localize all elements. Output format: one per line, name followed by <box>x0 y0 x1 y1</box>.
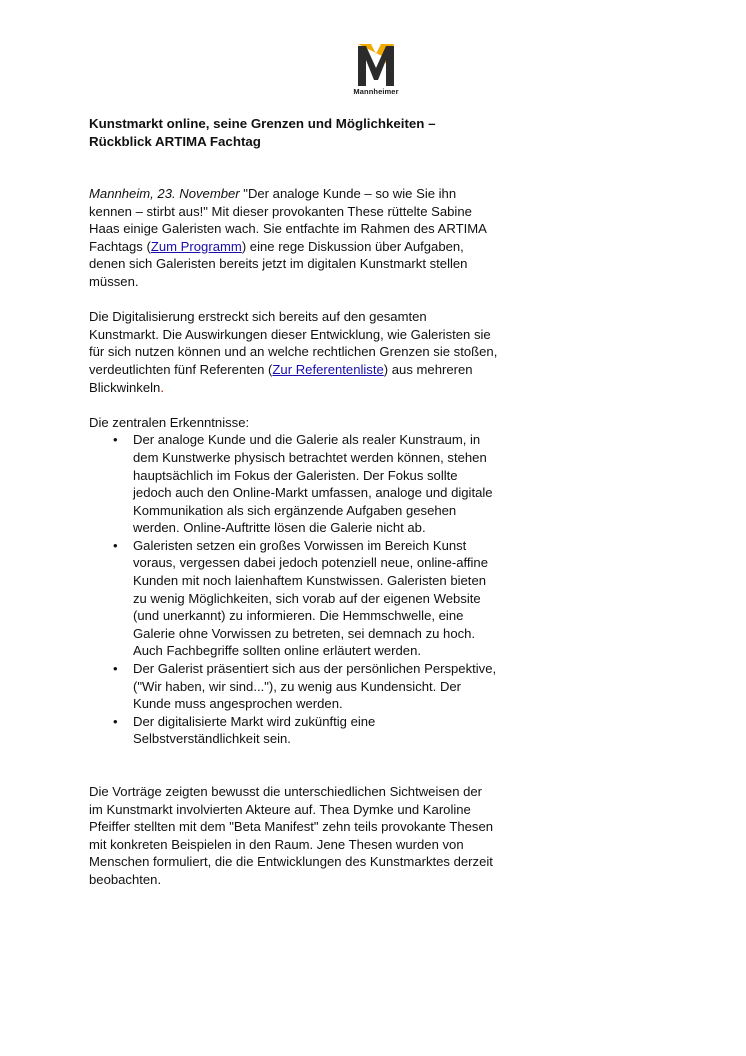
dateline: Mannheim, 23. November <box>89 186 240 201</box>
list-item <box>113 713 499 748</box>
list-item <box>113 660 499 713</box>
closing-paragraph: Die Vorträge zeigten bewusst die unterschiedlichen Sichtweisen der im Kunstmarkt involvierten Akteure auf. Thea Dymke und Karoline Pfeiffer stellten mit dem "Beta Manifest" zehn teils provokante Thesen mit konkreten Beispielen in den Raum. Jene Thesen wurden von Menschen formuliert, die die Entwicklungen des Kunstmarktes derzeit beobachten. <box>89 784 494 887</box>
list-item-text: Der Galerist präsentiert sich aus der persönlichen Perspektive, ("Wir haben, wir sind..."), zu wenig aus Kundensicht. Der Kunde muss angesprochen werden. <box>133 661 497 712</box>
program-link[interactable]: Zum Programm <box>150 238 242 254</box>
bullet-icon: • <box>113 537 118 553</box>
findings-list <box>89 431 499 748</box>
list-item-text: Der digitalisierte Markt wird zukünftig eine Selbstverständlichkeit sein. <box>133 713 376 747</box>
red-period: . <box>160 379 164 395</box>
intro-text-a: "Der analoge Kunde – so wie Sie ihn kennen – stirbt aus!" Mit dieser provokanten These rüttelte Sabine Haas einige Galeristen wach. Sie entfachte im Rahmen des ARTIMA Fachtags ( <box>89 186 487 254</box>
findings-heading: Die zentralen Erkenntnisse: <box>89 414 250 430</box>
intro-paragraph <box>89 185 499 291</box>
mannheimer-logo <box>348 42 404 104</box>
press-release-body <box>89 115 499 889</box>
bullet-icon: • <box>113 661 118 677</box>
bullet-icon: • <box>113 432 118 448</box>
speaker-list-link[interactable]: Zur Referentenliste <box>272 361 384 377</box>
intro-text-b: ) eine rege Diskussion über Aufgaben, denen sich Galeristen bereits jetzt im digitalen Kunstmarkt stellen müssen. <box>89 238 468 289</box>
list-item-text: Der analoge Kunde und die Galerie als realer Kunstraum, in dem Kunstwerke physisch betrachtet werden können, stehen hauptsächlich im Fokus der Galeristen. Der Fokus sollte jedoch auch den Online-Markt umfassen, analoge und digitale Kommunikation als sich ergänzende Aufgaben gesehen werden. Online-Auftritte lösen die Galerie nicht ab. <box>133 432 493 536</box>
list-item-text: Galeristen setzen ein großes Vorwissen im Bereich Kunst voraus, vergessen dabei jedoch potenziell neue, online-affine Kunden mit noch laienhaftem Kunstwissen. Galeristen bieten zu wenig Möglichkeiten, sich vorab auf der eigenen Website (und unerkannt) zu informieren. Die Hemmschwelle, eine Galerie ohne Vorwissen zu betreten, sei demnach zu hoch. Auch Fachbegriffe sollten online erläutert werden. <box>133 537 488 659</box>
digital-text-b: ) aus mehreren Blickwinkeln <box>89 361 473 395</box>
mannheimer-logo-mark <box>354 42 398 88</box>
logo-wordmark: Mannheimer <box>353 87 399 96</box>
digital-text-a: Die Digitalisierung erstreckt sich bereits auf den gesamten Kunstmarkt. Die Auswirkungen dieser Entwicklung, wie Galeristen sie für sich nutzen können und an welche rechtlichen Grenzen sie stoßen, verdeutlichten fünf Referenten ( <box>89 309 498 377</box>
digitalization-paragraph <box>89 308 499 396</box>
page-title: Kunstmarkt online, seine Grenzen und Möglichkeiten – Rückblick ARTIMA Fachtag <box>89 116 436 149</box>
list-item <box>113 537 499 660</box>
list-item <box>113 431 499 537</box>
bullet-icon: • <box>113 713 118 729</box>
